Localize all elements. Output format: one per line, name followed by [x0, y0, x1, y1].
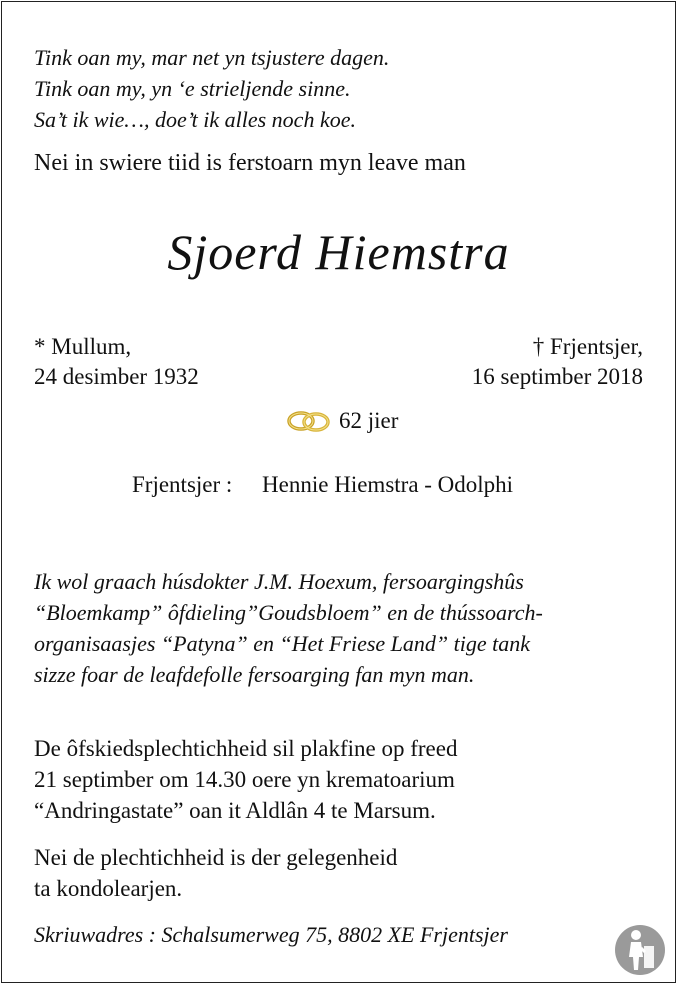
intro-text: Nei in swiere tiid is ferstoarn myn leave man [34, 150, 466, 176]
birth-info [34, 332, 199, 392]
marriage-years: 62 jier [339, 408, 399, 433]
thanks-line: organisaasjes “Patyna” en “Het Friese Land” tige tank [34, 631, 531, 656]
birth-date: 24 desimber 1932 [34, 364, 199, 389]
funeral-line: 21 septimber om 14.30 oere yn krematoarium [34, 767, 455, 792]
funeral-line: “Andringastate” oan it Aldlân 4 te Marsum. [34, 798, 436, 823]
thanks-text [34, 566, 543, 690]
thanks-line: Ik wol graach húsdokter J.M. Hoexum, fersoargingshûs [34, 569, 524, 594]
poem-line: Tink oan my, mar net yn tsjustere dagen. [34, 45, 390, 70]
memorial-figure-icon [614, 924, 666, 976]
relative-line [132, 470, 513, 500]
poem-line: Sa’t ik wie…, doe’t ik alles noch koe. [34, 107, 356, 132]
condolence-line: ta kondolearjen. [34, 876, 183, 901]
death-date: 16 septimber 2018 [471, 364, 643, 389]
poem [34, 42, 389, 135]
funeral-details [34, 733, 457, 826]
poem-line: Tink oan my, yn ‘e strieljende sinne. [34, 76, 351, 101]
birth-place: * Mullum, [34, 334, 132, 359]
funeral-line: De ôfskiedsplechtichheid sil plakfine op freed [34, 736, 458, 761]
relative-place: Frjentsjer : [132, 472, 233, 497]
death-info [472, 332, 643, 392]
correspondence-address: Skriuwadres : Schalsumerweg 75, 8802 XE Frjentsjer [34, 922, 508, 947]
death-place: † Frjentsjer, [532, 334, 643, 359]
deceased-name: Sjoerd Hiemstra [167, 224, 510, 280]
condolence-line: Nei de plechtichheid is der gelegenheid [34, 845, 398, 870]
condolence-info [34, 842, 397, 904]
wedding-rings-icon [286, 408, 334, 434]
thanks-line: “Bloemkamp” ôfdieling”Goudsbloem” en de thússoarch- [34, 600, 543, 625]
thanks-line: sizze foar de leafdefolle fersoarging fan myn man. [34, 662, 475, 687]
relative-name: Hennie Hiemstra - Odolphi [262, 472, 514, 497]
